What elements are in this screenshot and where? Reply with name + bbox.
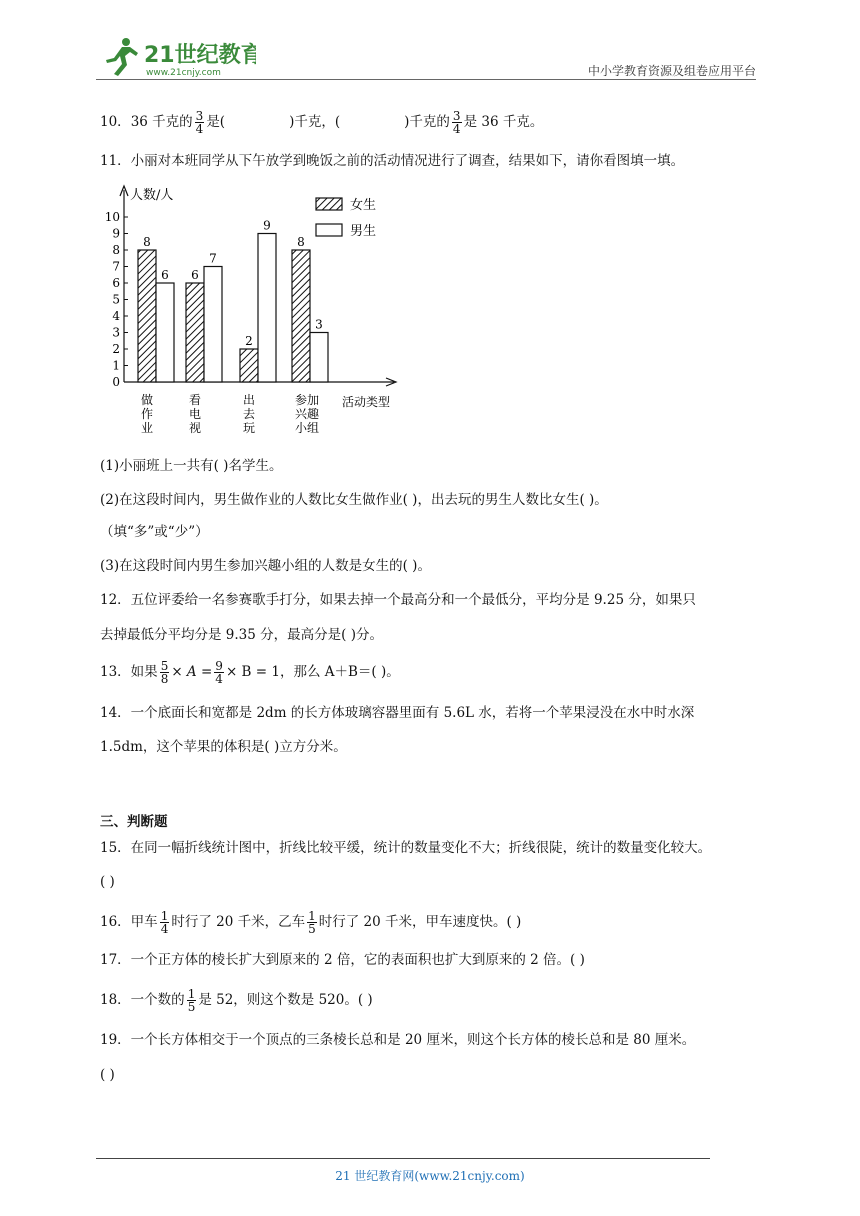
bar-girls xyxy=(186,283,204,382)
fraction: $\frac{1}{5}$ xyxy=(308,909,316,936)
y-tick-label: 0 xyxy=(112,375,120,389)
question-11-part-1: (1)小丽班上一共有( )名学生。 xyxy=(100,458,283,474)
category-label: 视 xyxy=(188,421,202,435)
category-label: 电 xyxy=(188,407,202,421)
category-label: 看 xyxy=(188,393,202,407)
y-tick-label: 3 xyxy=(112,325,120,340)
question-11: 11．小丽对本班同学从下午放学到晚饭之前的活动情况进行了调查，结果如下，请你看图填一填。 xyxy=(100,153,685,169)
category-label: 兴趣 xyxy=(294,407,320,421)
question-15-line-2: ( ) xyxy=(100,874,115,890)
footer-divider xyxy=(96,1158,710,1159)
question-17: 17．一个正方体的棱长扩大到原来的 2 倍，它的表面积也扩大到原来的 2 倍。( ) xyxy=(100,952,585,968)
q10-text: 36 千克的 xyxy=(130,114,193,130)
legend-swatch xyxy=(316,198,342,210)
data-label: 7 xyxy=(209,251,217,266)
bar-girls xyxy=(292,250,310,382)
question-11-part-3: (3)在这段时间内男生参加兴趣小组的人数是女生的( )。 xyxy=(100,558,431,574)
question-13: 13．如果 $\frac{5}{8}$ × A = $\frac{9}{4}$ × B = 1，那么 A＋B＝( )。 xyxy=(100,659,400,686)
data-label: 8 xyxy=(297,235,305,249)
category-label: 业 xyxy=(140,421,154,435)
fraction: $\frac{3}{4}$ xyxy=(195,109,204,136)
category-label: 作 xyxy=(140,407,154,421)
bar-girls xyxy=(240,349,258,382)
question-15-line-1: 15．在同一幅折线统计图中，折线比较平缓，统计的数量变化不大；折线很陡，统计的数量变化较大。 xyxy=(100,840,712,856)
question-12-line-2: 去掉最低分平均分是 9.35 分，最高分是( )分。 xyxy=(100,627,383,643)
bar-boys xyxy=(156,283,174,382)
fraction: $\frac{1}{5}$ xyxy=(187,987,196,1014)
category-label: 做 xyxy=(140,393,154,407)
category-label: 去 xyxy=(242,407,256,421)
y-tick-label: 8 xyxy=(112,243,120,257)
header-platform-text: 中小学教育资源及组卷应用平台 xyxy=(587,64,756,78)
category-label: 出 xyxy=(242,393,256,407)
y-tick-label: 2 xyxy=(112,342,120,356)
site-logo xyxy=(96,34,256,80)
q10-number: 10． xyxy=(100,114,131,130)
footer-text: 21 世纪教育网(www.21cnjy.com) xyxy=(335,1169,525,1183)
fraction: $\frac{5}{8}$ xyxy=(160,659,169,686)
y-axis-label: 人数/人 xyxy=(130,188,174,203)
legend-label: 女生 xyxy=(350,198,377,213)
y-tick-label: 4 xyxy=(112,309,120,323)
fraction: $\frac{3}{4}$ xyxy=(452,109,461,136)
y-tick-label: 9 xyxy=(112,226,120,241)
y-tick-label: 7 xyxy=(112,259,120,274)
fraction: $\frac{1}{4}$ xyxy=(160,909,169,936)
y-tick-label: 10 xyxy=(104,210,120,224)
y-tick-label: 6 xyxy=(112,276,120,290)
data-label: 3 xyxy=(315,317,323,332)
category-label: 玩 xyxy=(242,421,256,435)
fraction: $\frac{9}{4}$ xyxy=(215,659,223,686)
data-label: 6 xyxy=(161,268,169,282)
question-10: 10．36 千克的 $\frac{3}{4}$ 是( )千克，( )千克的 $\frac{3}{4}$ 是 36 千克。 xyxy=(100,109,544,136)
question-18: 18．一个数的 $\frac{1}{5}$ 是 52，则这个数是 520。( ) xyxy=(100,987,373,1014)
question-19-line-1: 19．一个长方体相交于一个顶点的三条棱长总和是 20 厘米，则这个长方体的棱长总和是 80 厘米。 xyxy=(100,1032,696,1048)
x-axis-label: 活动类型 xyxy=(342,395,391,409)
bar-girls xyxy=(138,250,156,382)
legend-label: 男生 xyxy=(350,224,377,239)
question-11-part-2: (2)在这段时间内，男生做作业的人数比女生做作业( )，出去玩的男生人数比女生( )。 xyxy=(100,492,608,508)
category-label: 参加 xyxy=(294,393,320,407)
data-label: 8 xyxy=(143,235,151,249)
header-divider xyxy=(96,79,756,80)
section-title: 三、判断题 xyxy=(100,814,168,830)
question-14-line-2: 1.5dm，这个苹果的体积是( )立方分米。 xyxy=(100,739,347,755)
bar-boys xyxy=(258,234,276,383)
legend-swatch xyxy=(316,224,342,236)
runner-icon xyxy=(106,38,138,76)
y-tick-label: 1 xyxy=(112,358,120,373)
question-19-line-2: ( ) xyxy=(100,1067,115,1083)
bar-boys xyxy=(204,267,222,383)
category-label: 小组 xyxy=(294,421,320,435)
data-label: 6 xyxy=(191,268,199,282)
logo-subtext: www.21cnjy.com xyxy=(146,68,221,78)
question-14-line-1: 14．一个底面长和宽都是 2dm 的长方体玻璃容器里面有 5.6L 水，若将一个苹果浸没在水中时水深 xyxy=(100,705,695,721)
bar-chart xyxy=(102,182,412,442)
data-label: 9 xyxy=(263,218,271,233)
data-label: 2 xyxy=(245,334,253,348)
question-11-part-2-hint: （填“多”或“少”） xyxy=(100,524,209,540)
logo-text: 21世纪教育 xyxy=(144,43,256,68)
question-16: 16．甲车 $\frac{1}{4}$ 时行了 20 千米，乙车 $\frac{1}{5}$ 时行了 20 千米，甲车速度快。( ) xyxy=(100,909,522,936)
question-12-line-1: 12．五位评委给一名参赛歌手打分，如果去掉一个最高分和一个最低分，平均分是 9.25 分，如果只 xyxy=(100,592,696,608)
y-tick-label: 5 xyxy=(112,292,120,307)
bar-boys xyxy=(310,333,328,383)
